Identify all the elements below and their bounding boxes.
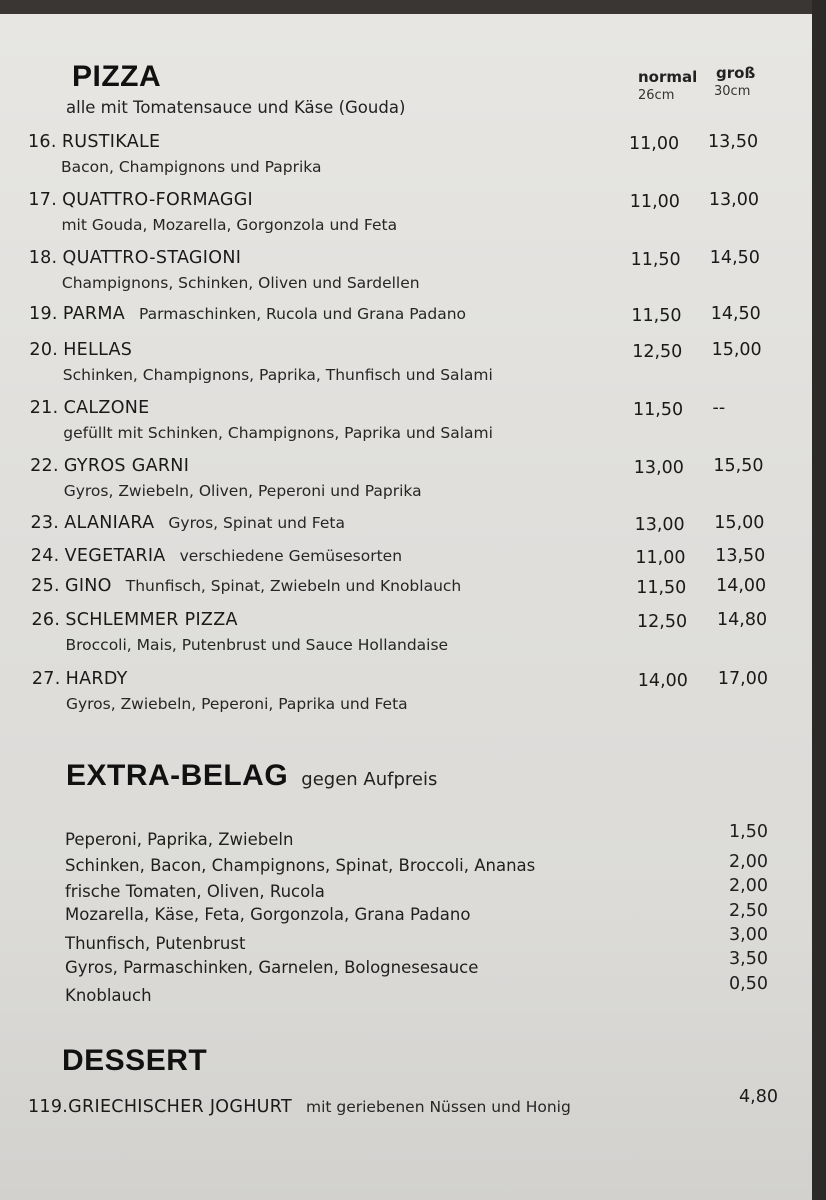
pizza-number: 27.	[31, 669, 61, 689]
pizza-item	[28, 132, 160, 152]
price-gross: 15,00	[714, 513, 765, 533]
pizza-name: VEGETARIA	[64, 546, 166, 566]
col-normal-header: normal	[638, 68, 698, 86]
pizza-inline-desc: Parmaschinken, Rucola und Grana Padano	[139, 305, 467, 323]
dessert-name: GRIECHISCHER JOGHURT	[68, 1097, 292, 1117]
pizza-name: PARMA	[62, 304, 126, 324]
pizza-item	[29, 340, 132, 360]
extra-item-label: frische Tomaten, Oliven, Rucola	[65, 882, 325, 901]
pizza-description: Schinken, Champignons, Paprika, Thunfisch und Salami	[62, 366, 493, 384]
pizza-subtitle: alle mit Tomatensauce und Käse (Gouda)	[66, 98, 406, 117]
price-normal: 12,50	[637, 612, 688, 632]
price-normal: 11,00	[635, 548, 686, 568]
price-gross: 14,00	[716, 576, 767, 596]
price-gross: 15,00	[711, 340, 762, 360]
price-normal: 11,50	[631, 306, 682, 326]
col-normal-size: 26cm	[638, 88, 675, 103]
dessert-price: 4,80	[739, 1087, 778, 1107]
pizza-item	[30, 456, 189, 476]
dessert-description: mit geriebenen Nüssen und Honig	[305, 1098, 571, 1116]
extra-item-label: Gyros, Parmaschinken, Garnelen, Bolognesesauce	[65, 958, 479, 977]
price-normal: 11,50	[633, 400, 684, 420]
extra-item-label: Thunfisch, Putenbrust	[65, 934, 246, 953]
price-gross: --	[712, 398, 726, 418]
extra-item-price: 2,00	[729, 852, 768, 872]
extra-item-price: 3,50	[729, 949, 768, 969]
price-normal: 11,00	[629, 192, 680, 212]
pizza-description: Champignons, Schinken, Oliven und Sardellen	[61, 274, 420, 292]
pizza-description: Gyros, Zwiebeln, Oliven, Peperoni und Paprika	[63, 482, 422, 500]
extra-item-price: 0,50	[729, 974, 768, 994]
pizza-item	[29, 304, 466, 324]
extra-item-label: Peperoni, Paprika, Zwiebeln	[65, 830, 294, 849]
price-gross: 14,80	[717, 610, 768, 630]
extra-subtitle: gegen Aufpreis	[301, 769, 438, 790]
pizza-name: ALANIARA	[64, 513, 155, 533]
price-gross: 17,00	[717, 669, 768, 689]
pizza-description: Broccoli, Mais, Putenbrust und Sauce Hollandaise	[65, 636, 449, 654]
pizza-inline-desc: Thunfisch, Spinat, Zwiebeln und Knoblauch	[125, 577, 462, 595]
pizza-inline-desc: Gyros, Spinat und Feta	[168, 514, 345, 532]
extra-item-price: 2,50	[729, 901, 768, 921]
price-gross: 14,50	[710, 304, 761, 324]
price-normal: 11,50	[636, 578, 687, 598]
pizza-number: 16.	[28, 132, 57, 152]
pizza-name: GYROS GARNI	[63, 456, 190, 476]
price-gross: 13,00	[708, 190, 759, 210]
pizza-item	[30, 398, 150, 418]
extra-heading: EXTRA-BELAG	[66, 759, 289, 792]
col-gross-size: 30cm	[714, 84, 751, 99]
extra-item-price: 3,00	[729, 925, 768, 945]
price-gross: 14,50	[709, 248, 760, 268]
pizza-number: 19.	[29, 304, 58, 324]
pizza-item	[32, 610, 238, 630]
pizza-description: gefüllt mit Schinken, Champignons, Paprika und Salami	[63, 424, 493, 442]
pizza-number: 26.	[31, 610, 61, 630]
pizza-item	[32, 669, 128, 689]
pizza-item	[28, 190, 253, 210]
dessert-number: 119.	[28, 1097, 69, 1117]
dessert-item	[28, 1097, 571, 1117]
pizza-item	[31, 576, 461, 596]
dessert-heading: DESSERT	[62, 1044, 208, 1077]
price-normal: 12,50	[632, 342, 683, 362]
pizza-name: GINO	[64, 576, 112, 596]
pizza-number: 18.	[28, 248, 58, 268]
pizza-number: 20.	[29, 340, 59, 360]
pizza-number: 23.	[30, 513, 60, 533]
pizza-name: CALZONE	[63, 398, 150, 418]
pizza-number: 24.	[30, 546, 60, 566]
extra-item-label: Knoblauch	[65, 986, 152, 1005]
pizza-number: 25.	[31, 576, 60, 596]
extra-item-label: Mozarella, Käse, Feta, Gorgonzola, Grana Padano	[65, 905, 471, 924]
price-gross: 13,50	[708, 132, 759, 152]
pizza-name: RUSTIKALE	[61, 132, 161, 152]
pizza-description: Bacon, Champignons und Paprika	[61, 158, 322, 176]
pizza-number: 17.	[28, 190, 58, 210]
pizza-inline-desc: verschiedene Gemüsesorten	[179, 547, 403, 565]
pizza-item	[31, 546, 402, 566]
pizza-item	[29, 248, 241, 268]
extra-item-price: 1,50	[729, 822, 768, 842]
pizza-heading: PIZZA	[72, 60, 162, 93]
price-normal: 11,50	[630, 250, 681, 270]
pizza-description: Gyros, Zwiebeln, Peperoni, Paprika und Feta	[65, 695, 408, 713]
pizza-name: SCHLEMMER PIZZA	[65, 610, 238, 630]
pizza-name: HELLAS	[63, 340, 133, 360]
price-normal: 11,00	[629, 134, 680, 154]
pizza-number: 22.	[30, 456, 59, 476]
pizza-description: mit Gouda, Mozarella, Gorgonzola und Feta	[61, 216, 398, 234]
pizza-name: QUATTRO-STAGIONI	[62, 248, 242, 268]
extra-heading-row	[66, 759, 437, 793]
pizza-name: HARDY	[65, 669, 128, 689]
menu-page	[0, 14, 812, 1200]
price-normal: 14,00	[637, 671, 688, 691]
pizza-name: QUATTRO-FORMAGGI	[62, 190, 254, 210]
pizza-item	[30, 513, 345, 533]
price-normal: 13,00	[633, 458, 684, 478]
extra-item-price: 2,00	[729, 876, 768, 896]
price-gross: 13,50	[715, 546, 766, 566]
pizza-number: 21.	[29, 398, 59, 418]
price-normal: 13,00	[634, 515, 685, 535]
edge-shadow	[812, 0, 826, 1200]
price-gross: 15,50	[713, 456, 764, 476]
col-gross-header: groß	[716, 64, 756, 82]
extra-item-label: Schinken, Bacon, Champignons, Spinat, Broccoli, Ananas	[65, 856, 536, 875]
